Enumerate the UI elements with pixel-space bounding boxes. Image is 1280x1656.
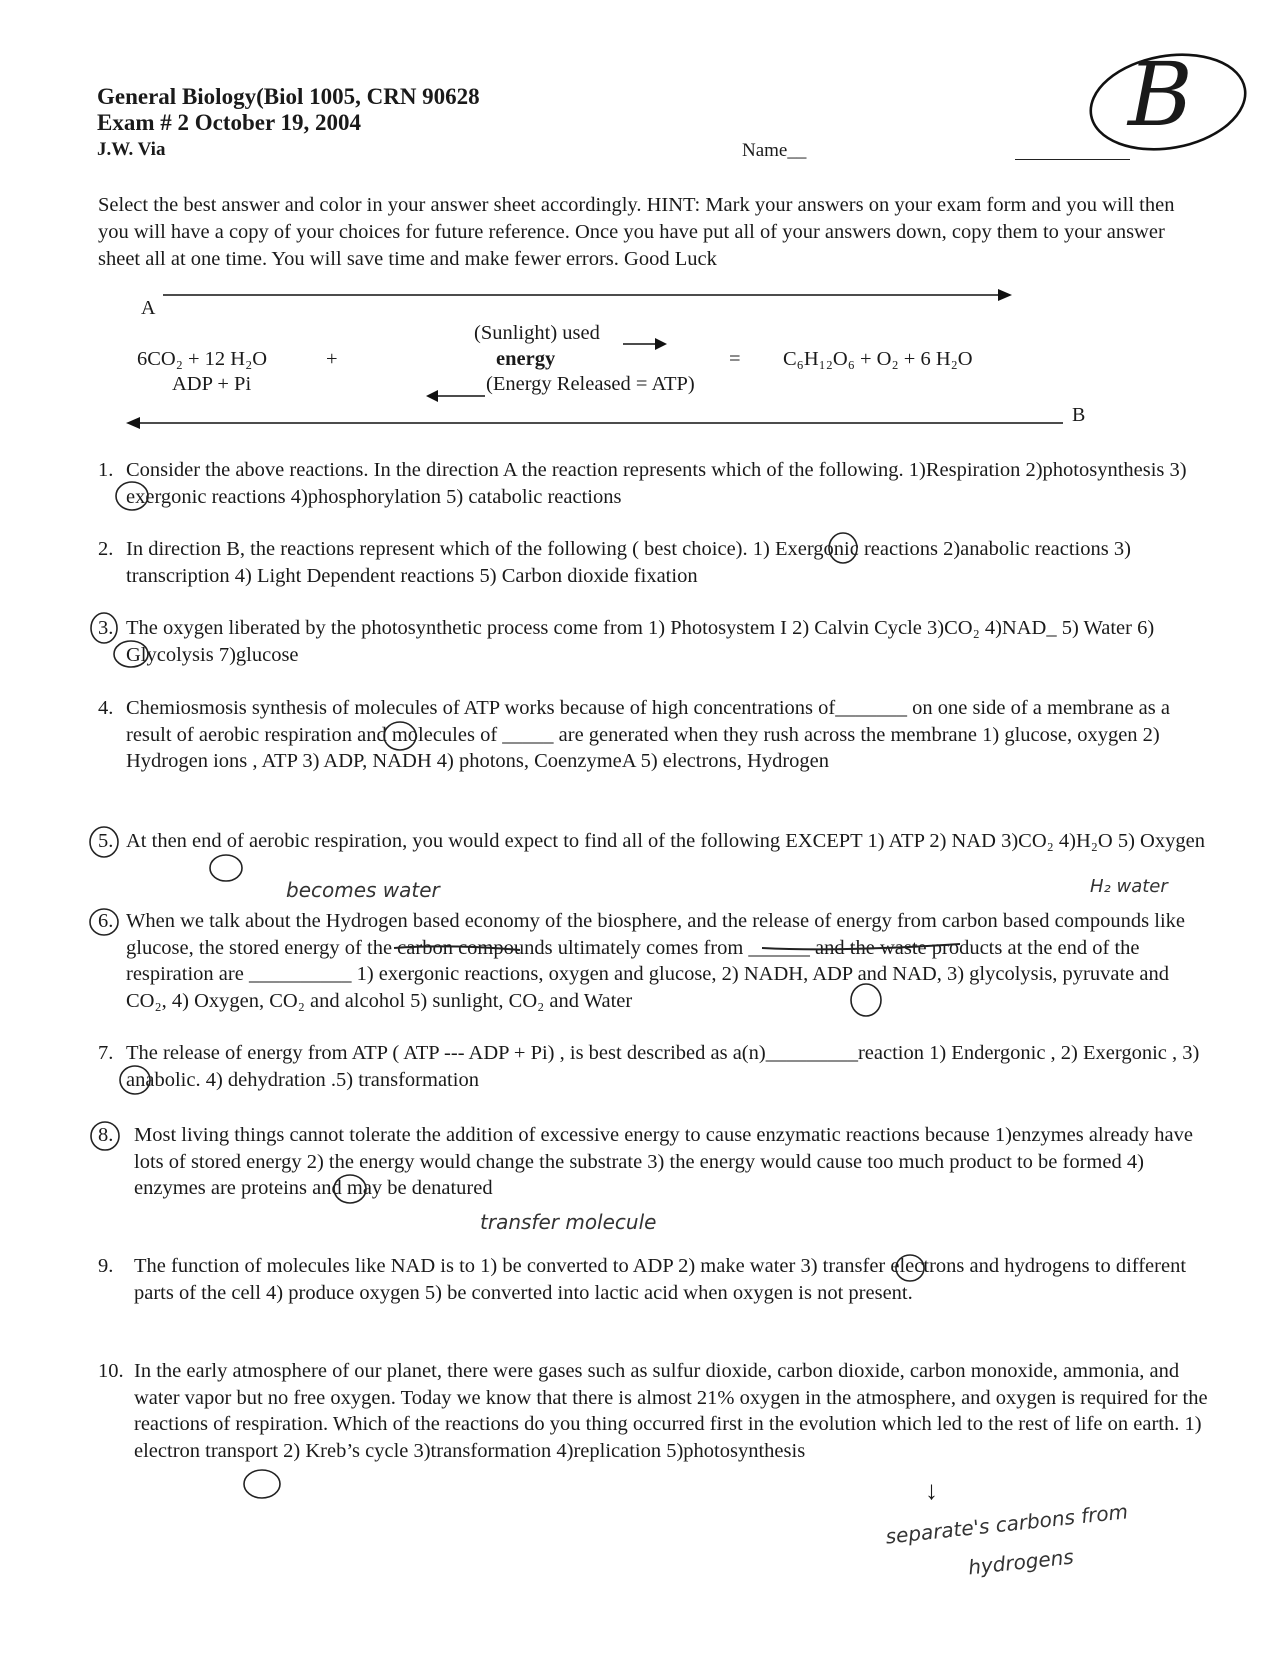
question-number: 6. [98,910,114,932]
handwritten-note-q10-line1: separate's carbons from [884,1499,1130,1549]
reaction-diagram [0,280,1280,430]
question-number: 8. [98,1124,114,1146]
handwritten-note-q5: becomes water [286,878,440,902]
plus-sign: + [326,348,338,370]
question-text: In the early atmosphere of our planet, there were gases such as sulfur dioxide, carbon dioxide, carbon monoxide, ammonia, and water vapor but no free oxygen. Today we know that there is almost 21% oxygen in the atmosphere, and oxygen is required for the reactions of respiration. Which of the reactions do you thing occurred first in the evolution which led to the rest of life on earth. 1) electron transport 2) Kreb’s cycle 3)transformation 4)replication 5)photosynthesis [134,1360,1208,1462]
down-arrow-icon: ↓ [925,1476,938,1505]
question-text: Consider the above reactions. In the direction A the reaction represents which of the following. 1)Respiration 2)photosynthesis 3) exergonic reactions 4)phosphorylation 5) catabolic reactions [126,459,1187,508]
name-label: Name__ [742,140,807,161]
equals-sign: = [729,348,741,370]
question-text: At then end of aerobic respiration, you would expect to find all of the following EXCEPT 1) ATP 2) NAD 3)CO₂ 4)H₂O 5) Oxygen [126,830,1205,852]
left-adp: ADP + Pi [172,373,252,395]
handwritten-note-q10-line2: hydrogens [967,1544,1075,1580]
direction-a-label: A [141,297,156,319]
direction-b-label: B [1072,404,1086,426]
instructor: J.W. Via [97,139,166,160]
exam-title: Exam # 2 October 19, 2004 [97,110,362,135]
left-reactants: 6CO₂ + 12 H₂O [137,348,268,370]
energy-label: energy [496,348,556,370]
grade-mark [1080,44,1250,154]
sunlight-label: (Sunlight) used [474,322,600,344]
instructions: Select the best answer and color in your answer sheet accordingly. HINT: Mark your answers on your exam form and you will then you will have a copy of your choices for future reference. Once you have put all of your answers down, copy them to your answer sheet all at one time. You will save time and make fewer errors. Good Luck [98,194,1175,270]
question-text: When we talk about the Hydrogen based economy of the biosphere, and the release of energy from carbon based compounds like glucose, the stored energy of the carbon compounds ultimately comes from ______ and the waste products at the end of the respiration are __________ 1) exergonic reactions, oxygen and glucose, 2) NADH, ADP and NAD, 3) glycolysis, pyruvate and CO₂, 4) Oxygen, CO₂ and alcohol 5) sunlight, CO₂ and Water [126,910,1186,1012]
name-line [1015,159,1130,160]
question-text: The release of energy from ATP ( ATP --- ADP + Pi) , is best described as a(n)_________reaction 1) Endergonic , 2) Exergonic , 3) anabolic. 4) dehydration .5) transformation [126,1042,1200,1091]
question-number: 5. [98,830,114,852]
products: C₆H₁₂O₆ + O₂ + 6 H₂O [783,348,973,370]
question-text: The function of molecules like NAD is to 1) be converted to ADP 2) make water 3) transfer electrons and hydrogens to different parts of the cell 4) produce oxygen 5) be converted into lactic acid when oxygen is not present. [134,1255,1187,1304]
question-text: The oxygen liberated by the photosynthetic process come from 1) Photosystem I 2) Calvin Cycle 3)CO₂ 4)NAD_ 5) Water 6) Glycolysis 7)glucose [126,617,1155,666]
question-number: 10. [98,1360,124,1382]
question-number: 7. [98,1042,114,1064]
grade-letter: B [1128,43,1193,146]
question-number: 4. [98,697,114,719]
question-number: 3. [98,617,114,639]
handwritten-note-q9: transfer molecule [480,1210,657,1234]
question-number: 1. [98,459,114,481]
question-text: Chemiosmosis synthesis of molecules of ATP works because of high concentrations of_______ on one side of a membrane as a result of aerobic respiration and molecules of _____ are generated when they rush across the membrane 1) glucose, oxygen 2) Hydrogen ions , ATP 3) ADP, NADH 4) photons, CoenzymeA 5) electrons, Hydrogen [126,697,1170,772]
question-number: 2. [98,538,114,560]
question-text: In direction B, the reactions represent which of the following ( best choice). 1) Exergonic reactions 2)anabolic reactions 3) transcription 4) Light Dependent reactions 5) Carbon dioxide fixation [126,538,1131,587]
question-text: Most living things cannot tolerate the addition of excessive energy to cause enzymatic reactions because 1)enzymes already have lots of stored energy 2) the energy would change the substrate 3) the energy would cause too much product to be formed 4) enzymes are proteins and may be denatured [134,1124,1193,1199]
handwritten-note-q5-side: H₂ water [1090,876,1168,897]
question-number: 9. [98,1255,114,1277]
energy-released-label: (Energy Released = ATP) [486,373,695,395]
course-title: General Biology(Biol 1005, CRN 90628 [97,84,480,109]
